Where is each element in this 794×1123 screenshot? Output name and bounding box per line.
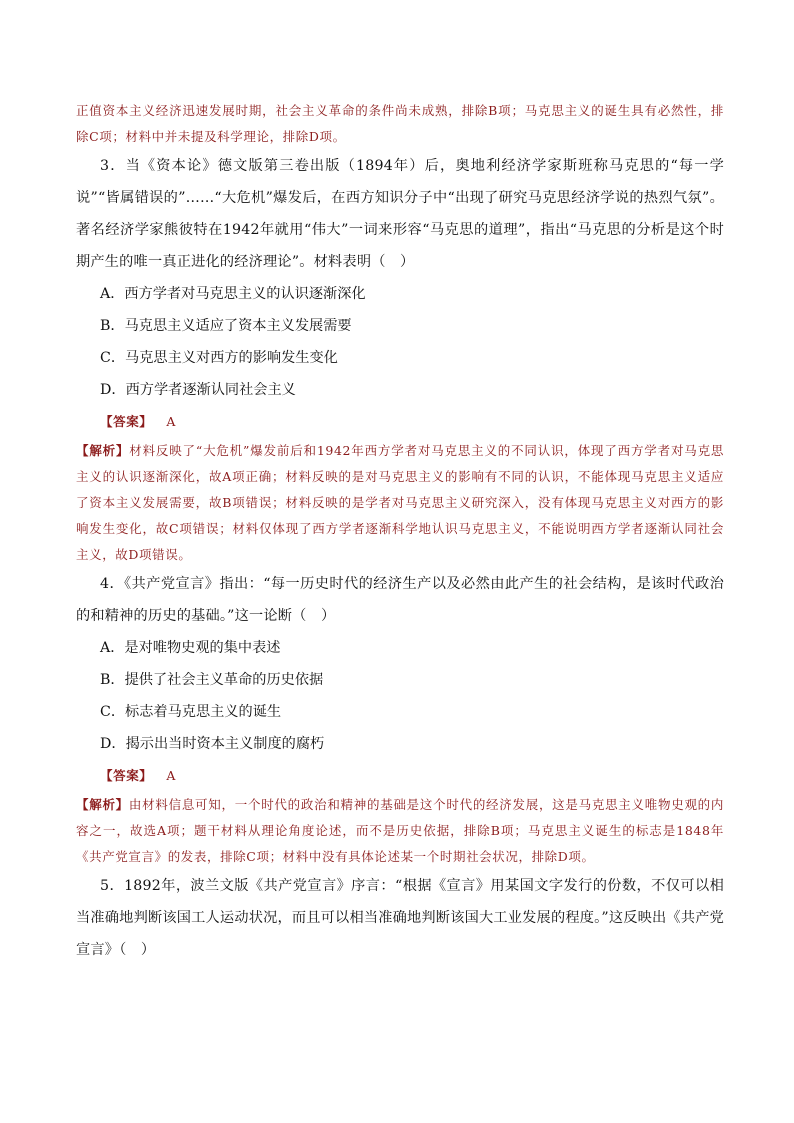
question-4-option-c: C．标志着马克思主义的诞生 (100, 704, 282, 720)
question-4-answer (76, 760, 724, 792)
answer-label: 【答案】 (100, 414, 153, 429)
answer-value: A (166, 414, 177, 429)
question-3-answer (76, 406, 724, 438)
question-4-option-b: B．提供了社会主义革命的历史依据 (100, 672, 324, 688)
question-3-stem: 3．当《资本论》德文版第三卷出版（1894年）后，奥地利经济学家斯班称马克思的“每一学说”“皆属错误的”……“大危机”爆发后，在西方知识分子中“出现了研究马克思经济学说的热烈气氛”。著名经济学家熊彼特在1942年就用“伟大”一词来形容“马克思的道理”，指出“马克思的分析是这个时期产生的唯一真正进化的经济理论”。材料表明（ ） (76, 158, 724, 270)
question-4-analysis (76, 792, 724, 870)
question-4-option-a: A．是对唯物史观的集中表述 (100, 640, 281, 656)
question-3-option-b: B．马克思主义适应了资本主义发展需要 (100, 318, 352, 334)
question-3-analysis (76, 438, 724, 568)
question-5-stem: 5．1892年，波兰文版《共产党宣言》序言：“根据《宣言》用某国文字发行的份数，不仅可以相当准确地判断该国工人运动状况，而且可以相当准确地判断该国大工业发展的程度。”这反映出《共产党宣言》（ ） (76, 878, 724, 958)
analysis-text: 由材料信息可知，一个时代的政治和精神的基础是这个时代的经济发展，这是马克思主义唯物史观的内容之一，故选A项；题干材料从理论角度论述，而不是历史依据，排除B项；马克思主义诞生的标志是1848年《共产党宣言》的发表，排除C项；材料中没有具体论述某一个时期社会状况，排除D项。 (76, 797, 724, 864)
page-content (76, 98, 724, 966)
question-3-option-d: D．西方学者逐渐认同社会主义 (100, 382, 296, 398)
answer-value: A (166, 768, 177, 783)
question-4-stem: 4．《共产党宣言》指出：“每一历史时代的经济生产以及必然由此产生的社会结构，是该时代政治的和精神的历史的基础。”这一论断（ ） (76, 576, 724, 624)
answer-label: 【答案】 (100, 768, 153, 783)
explanation-continued (76, 98, 724, 150)
analysis-label: 【解析】 (76, 443, 130, 458)
question-4-option-d: D．揭示出当时资本主义制度的腐朽 (100, 736, 325, 752)
question-3-option-a: A．西方学者对马克思主义的认识逐渐深化 (100, 286, 366, 302)
analysis-text: 材料反映了“大危机”爆发前后和1942年西方学者对马克思主义的不同认识，体现了西方学者对马克思主义的认识逐渐深化，故A项正确；材料反映的是对马克思主义的影响有不同的认识，不能体现马克思主义适应了资本主义发展需要，故B项错误；材料反映的是学者对马克思主义研究深入，没有体现马克思主义对西方的影响发生变化，故C项错误；材料仅体现了西方学者逐渐科学地认识马克思主义，不能说明西方学者逐渐认同社会主义，故D项错误。 (76, 443, 724, 562)
explanation-text: 正值资本主义经济迅速发展时期，社会主义革命的条件尚未成熟，排除B项；马克思主义的诞生具有必然性，排除C项；材料中并未提及科学理论，排除D项。 (76, 103, 724, 144)
question-3-option-c: C．马克思主义对西方的影响发生变化 (100, 350, 338, 366)
analysis-label: 【解析】 (76, 797, 129, 812)
